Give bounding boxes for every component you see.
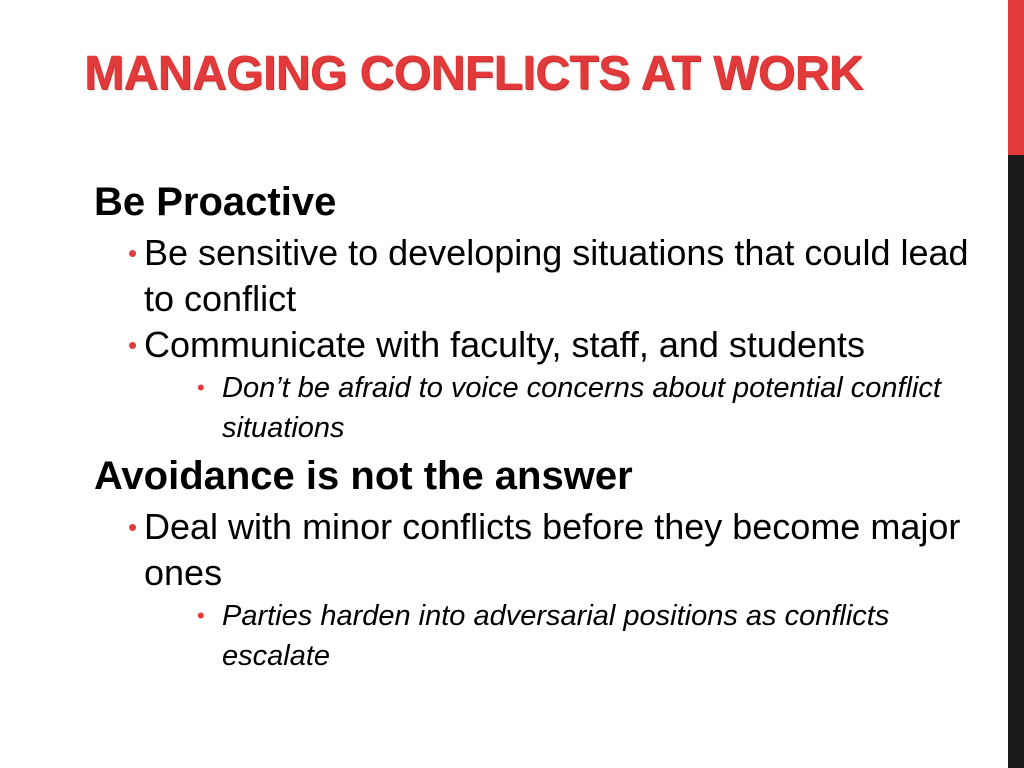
sub-bullet-text: Don’t be afraid to voice concerns about potential conflict situations <box>222 372 941 444</box>
sub-bullet-dot-icon: • <box>197 375 205 400</box>
section-heading-be-proactive: Be Proactive <box>94 180 337 224</box>
bullet-dot-icon: • <box>128 330 138 360</box>
sub-bullet-item <box>94 596 984 676</box>
bullet-text: Be sensitive to developing situations that could lead to conflict <box>144 232 969 319</box>
bullet-item <box>94 322 984 368</box>
bullet-text: Deal with minor conflicts before they become major ones <box>144 506 961 593</box>
section-heading-avoidance: Avoidance is not the answer <box>94 454 633 498</box>
slide-title: MANAGING CONFLICTS AT WORK <box>84 47 863 100</box>
bullet-text: Communicate with faculty, staff, and students <box>144 324 866 365</box>
accent-bar-dark <box>1008 155 1024 768</box>
sub-bullet-dot-icon: • <box>197 603 205 628</box>
sub-bullet-item <box>94 368 984 448</box>
slide-body <box>94 178 984 676</box>
bullet-item <box>94 230 984 322</box>
bullet-dot-icon: • <box>128 512 138 542</box>
accent-bar-red <box>1008 0 1024 155</box>
bullet-item <box>94 504 984 596</box>
sub-bullet-text: Parties harden into adversarial positions as conflicts escalate <box>222 600 890 672</box>
bullet-dot-icon: • <box>128 238 138 268</box>
